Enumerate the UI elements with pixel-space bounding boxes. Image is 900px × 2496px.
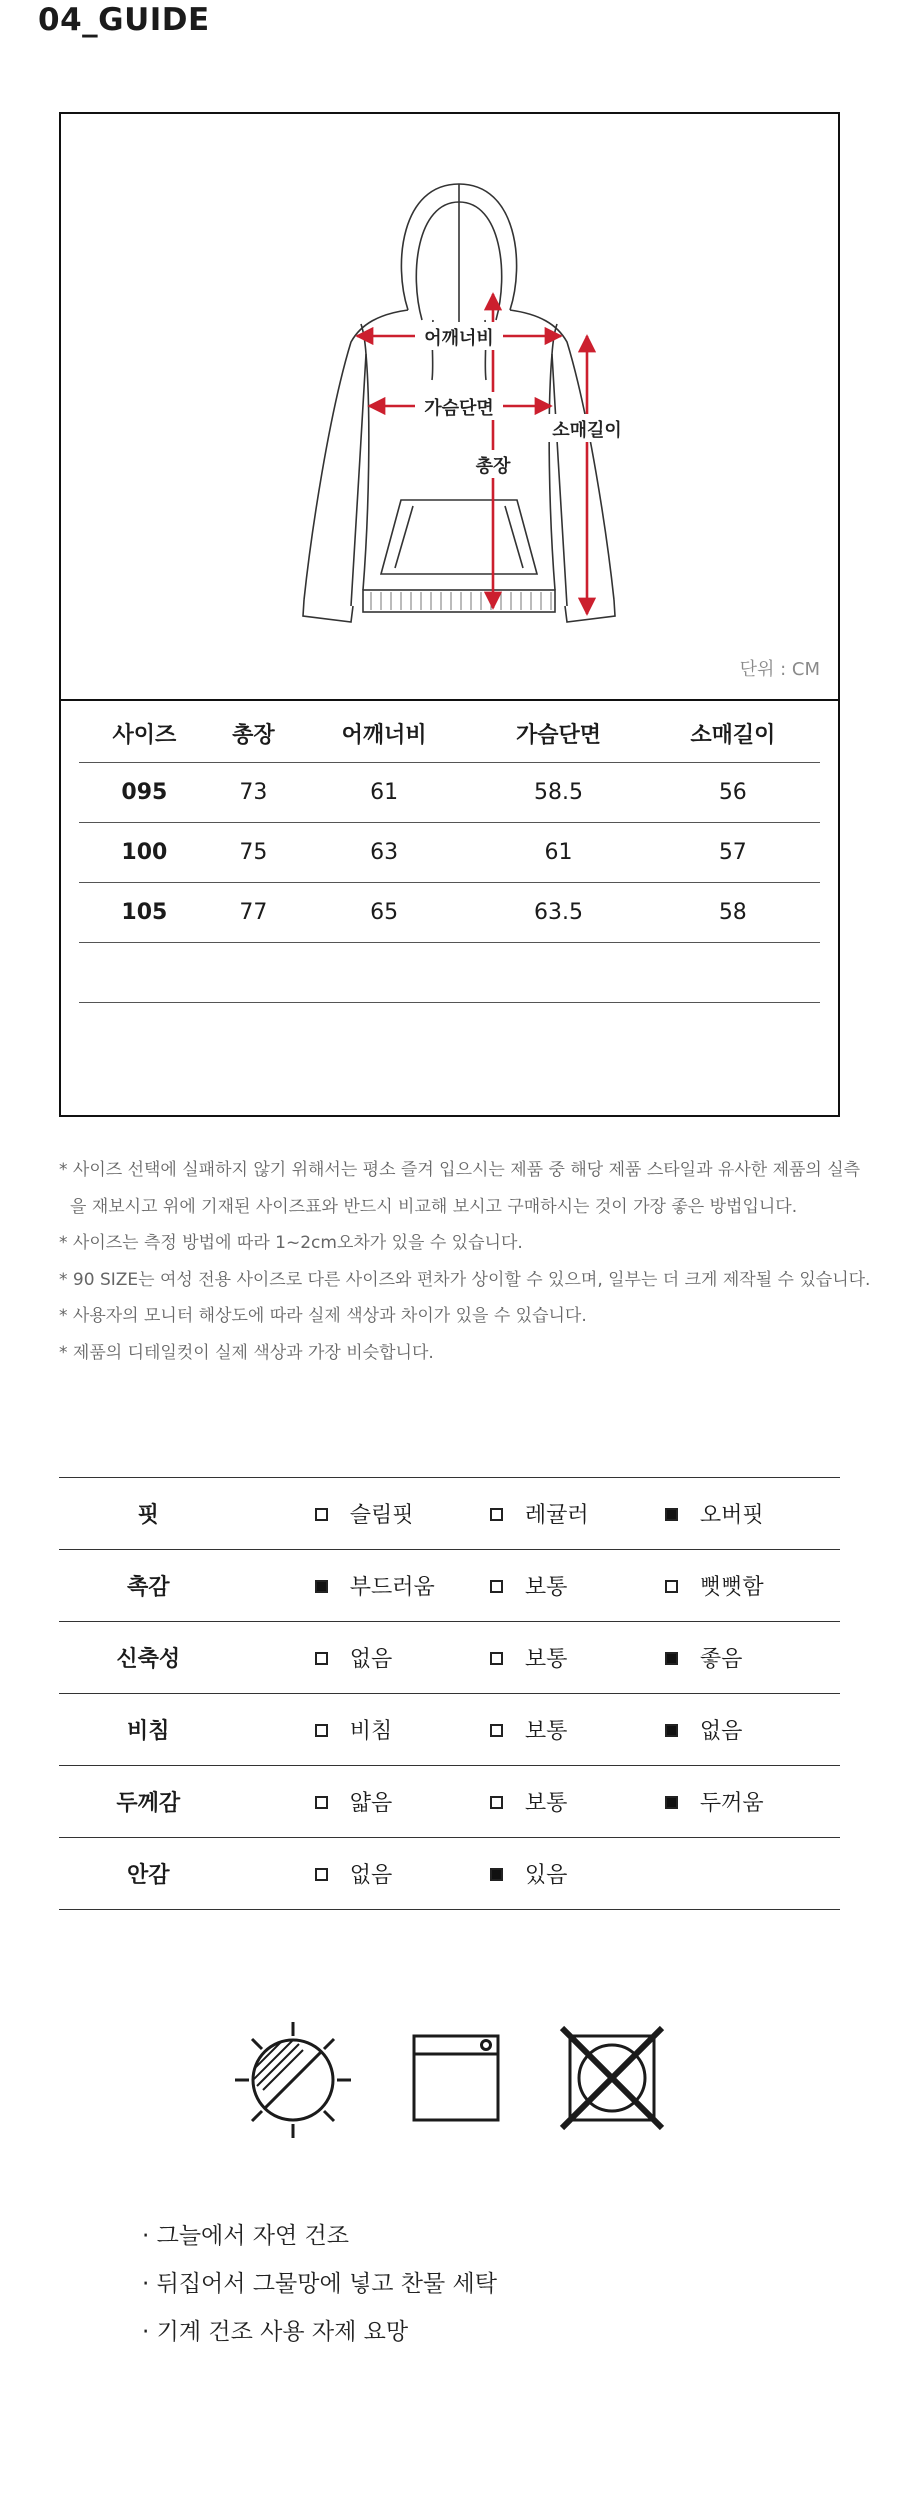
size-cell [79,1003,210,1063]
property-option: 부드러움 [315,1550,490,1622]
note-line: * 90 SIZE는 여성 전용 사이즈로 다른 사이즈와 편차가 상이할 수 있으며, 일부는 더 크게 제작될 수 있습니다. [59,1269,871,1290]
table-cell: 63.5 [471,883,645,943]
checkbox-icon [490,1724,503,1737]
table-cell [471,943,645,1003]
table-cell: 77 [210,883,297,943]
property-option: 보통 [490,1694,665,1766]
property-row-lining [59,1838,840,1910]
checked-box-icon [665,1796,678,1809]
table-cell [297,1003,471,1063]
size-notes [59,1152,879,1371]
checkbox-icon [490,1652,503,1665]
table-cell: 61 [471,823,645,883]
chest-header: 가슴단면 [471,704,645,763]
table-row [79,823,820,883]
property-option: 없음 [315,1622,490,1694]
property-option: 보통 [490,1550,665,1622]
do-not-tumble-dry-icon [552,2020,672,2140]
property-option: 보통 [490,1766,665,1838]
table-cell: 58.5 [471,763,645,823]
checkbox-icon [665,1580,678,1593]
care-instruction: · 그늘에서 자연 건조 [142,2223,349,2249]
size-cell: 105 [79,883,210,943]
checkbox-icon [490,1796,503,1809]
size-cell: 100 [79,823,210,883]
property-row-fit [59,1478,840,1550]
divider [61,699,838,701]
hoodie-icon [61,114,838,698]
note-line: * 사이즈는 측정 방법에 따라 1~2cm오차가 있을 수 있습니다. [59,1233,523,1253]
property-option-empty [665,1838,840,1910]
sleeve-label: 소매길이 [552,420,622,441]
checkbox-icon [315,1508,328,1521]
checked-box-icon [665,1508,678,1521]
table-cell [646,1003,820,1063]
unit-label: 단위 : CM [739,659,820,680]
care-instructions [142,2212,497,2356]
property-option: 좋음 [665,1622,840,1694]
checkbox-icon [490,1508,503,1521]
checkbox-icon [315,1796,328,1809]
property-label: 핏 [137,1503,159,1528]
sleeve-header: 소매길이 [646,704,820,763]
size-cell [79,943,210,1003]
checkbox-icon [315,1724,328,1737]
property-option: 있음 [490,1838,665,1910]
checked-box-icon [665,1724,678,1737]
table-cell [210,1003,297,1063]
property-option: 뻣뻣함 [665,1550,840,1622]
note-line: * 제품의 디테일컷이 실제 색상과 가장 비슷합니다. [59,1342,434,1363]
care-instruction: · 기계 건조 사용 자제 요망 [142,2319,409,2345]
property-option: 오버핏 [665,1478,840,1550]
property-row-stretch [59,1622,840,1694]
length-label: 총장 [475,456,511,477]
property-row-sheer [59,1694,840,1766]
fabric-properties-table [59,1477,840,1910]
table-cell: 63 [297,823,471,883]
note-line: 을 재보시고 위에 기재된 사이즈표와 반드시 비교해 보시고 구매하시는 것이 가장 좋은 방법입니다. [70,1196,798,1217]
property-label: 안감 [126,1863,170,1888]
property-option: 슬림핏 [315,1478,490,1550]
property-option: 없음 [315,1838,490,1910]
table-cell: 56 [646,763,820,823]
table-row [79,943,820,1003]
checkbox-icon [490,1580,503,1593]
table-cell: 61 [297,763,471,823]
table-row [79,883,820,943]
table-cell [210,943,297,1003]
property-option: 얇음 [315,1766,490,1838]
table-cell: 57 [646,823,820,883]
note-line: * 사이즈 선택에 실패하지 않기 위해서는 평소 즐겨 입으시는 제품 중 해당 제품 스타일과 유사한 제품의 실측 [59,1160,861,1180]
size-guide-frame [59,112,840,1117]
table-cell [297,943,471,1003]
table-row [79,1003,820,1063]
table-cell [471,1003,645,1063]
table-cell: 75 [210,823,297,883]
note-line: * 사용자의 모니터 해상도에 따라 실제 색상과 차이가 있을 수 있습니다. [59,1306,587,1326]
checked-box-icon [315,1580,328,1593]
property-option: 두꺼움 [665,1766,840,1838]
care-instruction: · 뒤집어서 그물망에 넣고 찬물 세탁 [142,2271,497,2297]
checkbox-icon [315,1868,328,1881]
table-cell: 73 [210,763,297,823]
chest-label: 가슴단면 [424,398,494,419]
table-cell [646,943,820,1003]
property-option: 보통 [490,1622,665,1694]
property-label: 촉감 [126,1575,170,1600]
property-row-touch [59,1550,840,1622]
measurement-illustration [61,114,838,698]
size-header: 사이즈 [79,704,210,763]
property-label: 신축성 [116,1647,181,1672]
checked-box-icon [490,1868,503,1881]
section-title: 04_GUIDE [38,2,210,38]
size-cell: 095 [79,763,210,823]
table-cell: 65 [297,883,471,943]
property-label: 비침 [126,1719,170,1744]
checked-box-icon [665,1652,678,1665]
property-option: 비침 [315,1694,490,1766]
dry-in-shade-icon [233,2020,353,2140]
property-option: 없음 [665,1694,840,1766]
washing-machine-icon [406,2020,506,2140]
length-header: 총장 [210,704,297,763]
shoulder-header: 어깨너비 [297,704,471,763]
table-cell: 58 [646,883,820,943]
property-label: 두께감 [116,1791,181,1816]
property-row-thickness [59,1766,840,1838]
property-option: 레귤러 [490,1478,665,1550]
size-table-header [79,704,820,763]
size-table [79,704,820,1062]
table-row [79,763,820,823]
shoulder-label: 어깨너비 [424,328,494,349]
checkbox-icon [315,1652,328,1665]
